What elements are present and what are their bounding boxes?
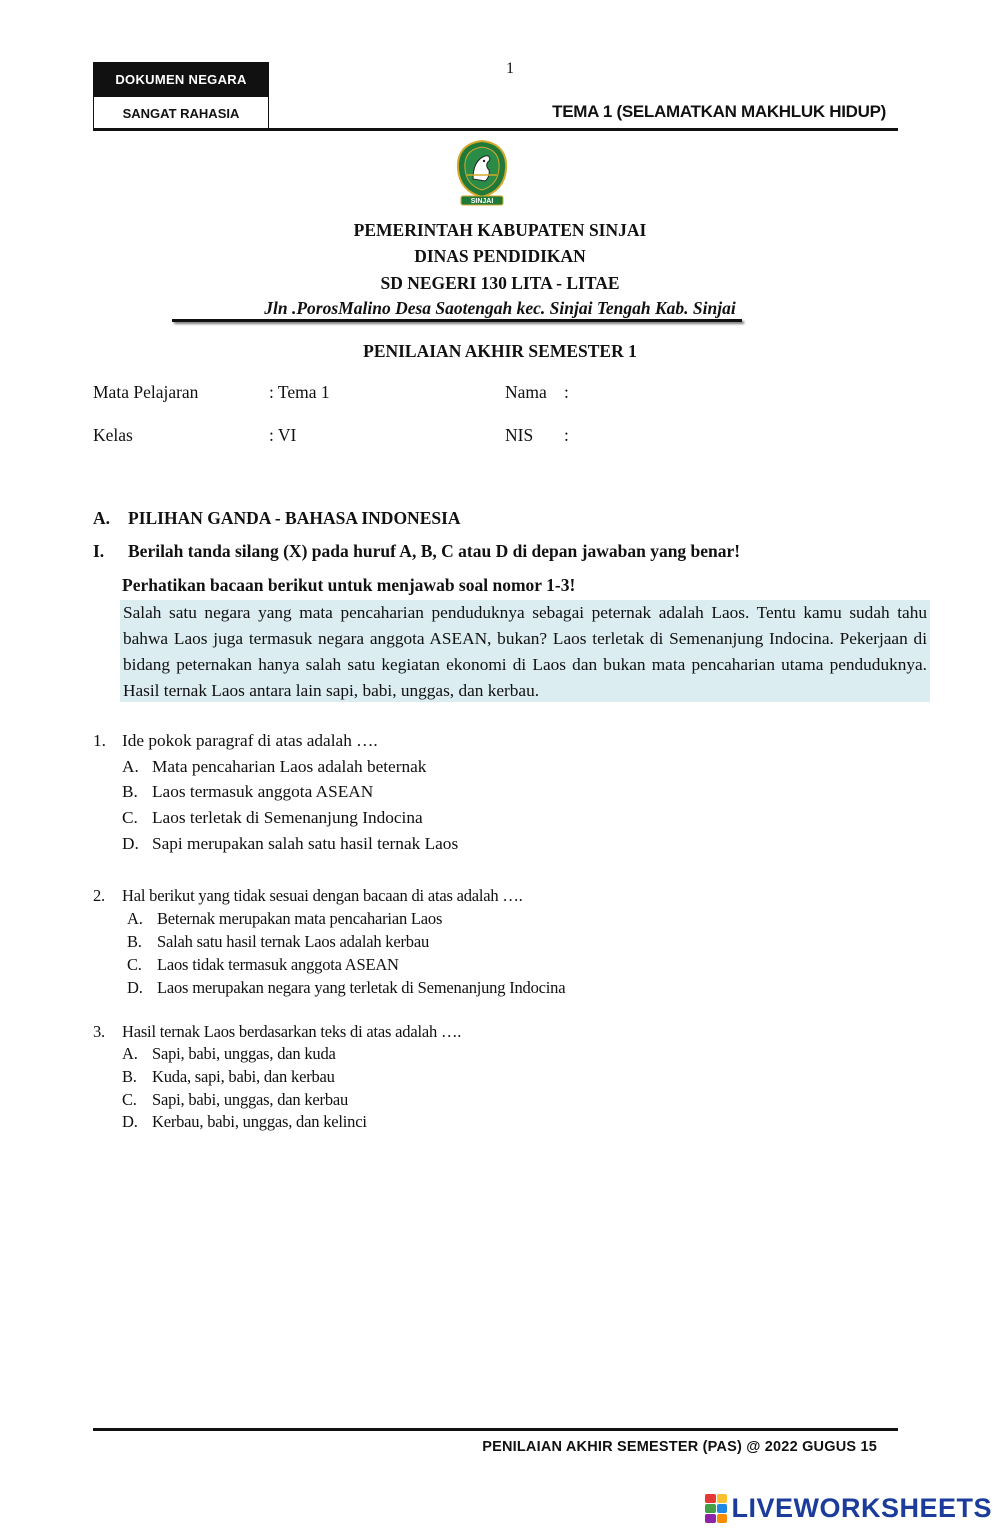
nis-colon: :	[564, 425, 569, 445]
class-label: Kelas	[93, 425, 133, 445]
exam-title: PENILAIAN AKHIR SEMESTER 1	[363, 341, 637, 361]
document-classification-box	[93, 62, 269, 130]
option-d[interactable]	[122, 834, 458, 854]
option-text: Mata pencaharian Laos adalah beternak	[152, 757, 427, 776]
page-number: 1	[506, 60, 514, 77]
instruction-text: Berilah tanda silang (X) pada huruf A, B, C atau D di depan jawaban yang benar!	[128, 541, 741, 561]
option-text: Laos terletak di Semenanjung Indocina	[152, 808, 423, 827]
question-text: Hasil ternak Laos berdasarkan teks di atas adalah ….	[122, 1022, 462, 1041]
option-text: Laos merupakan negara yang terletak di Semenanjung Indocina	[157, 978, 566, 997]
option-c[interactable]	[122, 1090, 348, 1110]
theme-title: TEMA 1 (SELAMATKAN MAKHLUK HIDUP)	[552, 102, 886, 121]
liveworksheets-logo-text: LIVEWORKSHEETS	[731, 1493, 992, 1523]
option-letter: C.	[122, 808, 138, 827]
option-a[interactable]	[122, 757, 426, 777]
option-letter: A.	[127, 909, 143, 928]
header-divider	[93, 128, 898, 131]
section-title: PILIHAN GANDA - BAHASA INDONESIA	[128, 508, 461, 528]
option-c[interactable]	[127, 955, 399, 975]
option-letter: C.	[122, 1090, 137, 1109]
footer-text: PENILAIAN AKHIR SEMESTER (PAS) @ 2022 GUGUS 15	[482, 1439, 877, 1455]
option-text: Sapi merupakan salah satu hasil ternak Laos	[152, 834, 459, 853]
instruction	[93, 541, 740, 562]
option-letter: D.	[127, 978, 143, 997]
option-a[interactable]	[122, 1044, 336, 1064]
liveworksheets-watermark[interactable]	[705, 1493, 992, 1524]
institution-line-1: PEMERINTAH KABUPATEN SINJAI	[353, 220, 647, 240]
instruction-number: I.	[93, 541, 105, 561]
option-text: Beternak merupakan mata pencaharian Laos	[157, 909, 443, 928]
option-letter: A.	[122, 1044, 138, 1063]
option-letter: C.	[127, 955, 142, 974]
section-heading	[93, 508, 461, 529]
sinjai-logo	[453, 139, 511, 207]
subject-label: Mata Pelajaran	[93, 382, 199, 402]
option-letter: D.	[122, 1112, 138, 1131]
option-text: Kerbau, babi, unggas, dan kelinci	[152, 1112, 367, 1131]
reading-prompt: Perhatikan bacaan berikut untuk menjawab soal nomor 1-3!	[122, 575, 576, 595]
option-d[interactable]	[127, 978, 565, 998]
option-letter: B.	[122, 1067, 137, 1086]
question-number: 2.	[93, 886, 105, 905]
question-text: Hal berikut yang tidak sesuai dengan bacaan di atas adalah ….	[122, 886, 523, 905]
option-text: Kuda, sapi, babi, dan kerbau	[152, 1067, 335, 1086]
institution-address: Jln .PorosMalino Desa Saotengah kec. Sinjai Tengah Kab. Sinjai	[264, 298, 736, 318]
doc-label-bottom: SANGAT RAHASIA	[93, 96, 269, 130]
option-text: Sapi, babi, unggas, dan kerbau	[152, 1090, 349, 1109]
option-letter: B.	[122, 782, 138, 801]
option-letter: A.	[122, 757, 139, 776]
logo-text: SINJAI	[470, 198, 494, 205]
option-b[interactable]	[127, 932, 429, 952]
option-text: Laos termasuk anggota ASEAN	[152, 782, 374, 801]
subject-value: : Tema 1	[269, 382, 330, 402]
question-number: 3.	[93, 1022, 105, 1041]
option-text: Sapi, babi, unggas, dan kuda	[152, 1044, 336, 1063]
address-underline	[172, 319, 742, 322]
option-b[interactable]	[122, 782, 373, 802]
name-colon: :	[564, 382, 569, 402]
doc-label-top: DOKUMEN NEGARA	[93, 62, 269, 96]
option-text: Laos tidak termasuk anggota ASEAN	[157, 955, 399, 974]
option-a[interactable]	[127, 909, 442, 929]
name-label: Nama	[505, 382, 547, 402]
option-d[interactable]	[122, 1112, 367, 1132]
option-letter: D.	[122, 834, 139, 853]
section-number: A.	[93, 508, 111, 528]
footer-divider	[93, 1428, 898, 1431]
reading-passage	[120, 600, 930, 702]
option-b[interactable]	[122, 1067, 335, 1087]
institution-line-2: DINAS PENDIDIKAN	[414, 246, 586, 266]
class-value: : VI	[269, 425, 297, 445]
reading-text: Salah satu negara yang mata pencaharian penduduknya sebagai peternak adalah Laos. Tentu kamu sudah tahu bahwa Laos juga termasuk negara anggota ASEAN, bukan? Laos terletak di Semenanjung Indocina. Pekerjaan di bidang peternakan hanya salah satu kegiatan ekonomi di Laos dan bukan mata pencaharian utama penduduknya. Hasil ternak Laos antara lain sapi, babi, unggas, dan kerbau.	[123, 603, 927, 700]
question-text: Ide pokok paragraf di atas adalah ….	[122, 731, 378, 750]
question-number: 1.	[93, 731, 106, 750]
nis-label: NIS	[505, 425, 534, 445]
institution-line-3: SD NEGERI 130 LITA - LITAE	[380, 273, 620, 293]
option-letter: B.	[127, 932, 142, 951]
liveworksheets-icon	[705, 1494, 727, 1524]
option-text: Salah satu hasil ternak Laos adalah kerbau	[157, 932, 429, 951]
option-c[interactable]	[122, 808, 423, 828]
